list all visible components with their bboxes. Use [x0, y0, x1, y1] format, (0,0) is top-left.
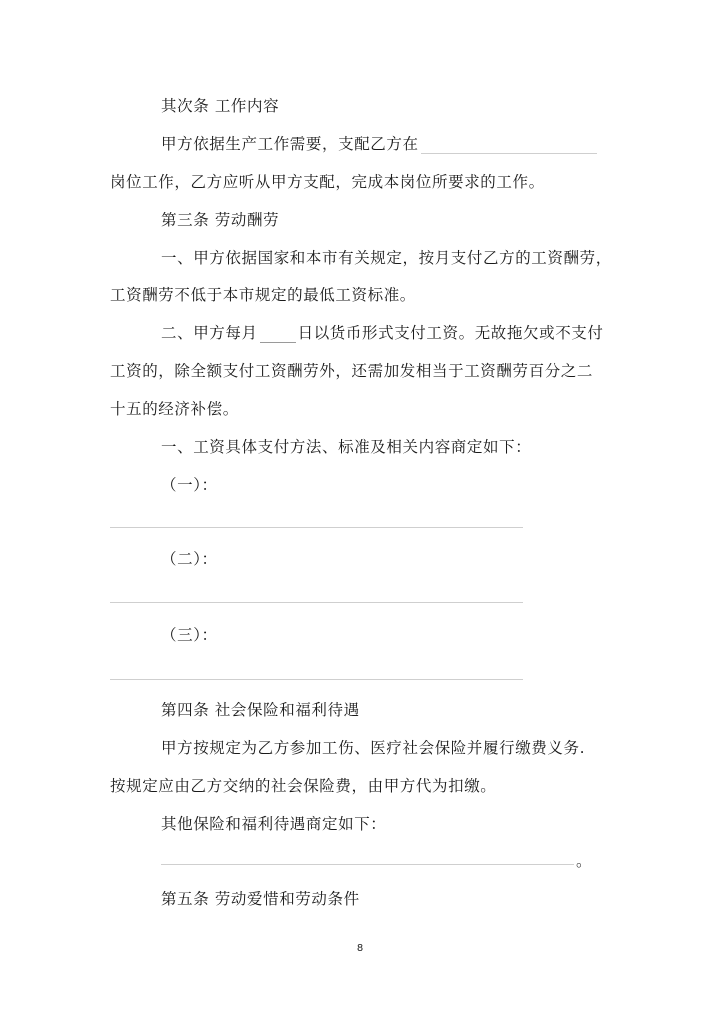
section-heading-labor-protection: 第五条 劳动爱惜和劳动条件 — [161, 890, 360, 908]
paragraph-line: 一、甲方依据国家和本市有关规定，按月支付乙方的工资酬劳， — [161, 249, 612, 267]
section-heading-work-content: 其次条 工作内容 — [161, 97, 280, 115]
paragraph-line — [161, 134, 597, 154]
page-number: 8 — [356, 943, 364, 954]
paragraph-line: 十五的经济补偿。 — [110, 400, 239, 418]
fill-in-line — [161, 864, 574, 865]
fill-in-line — [110, 679, 523, 680]
paragraph-text: 日以货币形式支付工资。无故拖欠或不支付 — [297, 324, 604, 342]
sentence-end-mark: 。 — [576, 852, 593, 870]
fill-in-line — [110, 602, 523, 603]
paragraph-line: 一、工资具体支付方法、标准及相关内容商定如下： — [161, 438, 532, 456]
position-blank — [421, 137, 597, 154]
list-item-label: （三）： — [161, 626, 218, 644]
list-item-label: （一）： — [161, 476, 218, 494]
pay-day-blank — [260, 326, 296, 343]
paragraph-line — [161, 323, 604, 343]
paragraph-text: 二、甲方每月 — [161, 324, 258, 342]
paragraph-line: 甲方按规定为乙方参加工伤、医疗社会保险并履行缴费义务. — [161, 739, 586, 757]
paragraph-text: 甲方依据生产工作需要，支配乙方在 — [161, 135, 419, 153]
list-item-label: （二）： — [161, 550, 218, 568]
paragraph-line: 工资酬劳不低于本市规定的最低工资标准。 — [110, 286, 416, 304]
paragraph-line: 按规定应由乙方交纳的社会保险费，由甲方代为扣缴。 — [110, 777, 497, 795]
paragraph-line: 岗位工作，乙方应听从甲方支配，完成本岗位所要求的工作。 — [110, 173, 545, 191]
fill-in-line — [110, 527, 523, 528]
section-heading-social-insurance: 第四条 社会保险和福利待遇 — [161, 701, 360, 719]
section-heading-remuneration: 第三条 劳动酬劳 — [161, 211, 280, 229]
paragraph-line: 工资的，除全额支付工资酬劳外，还需加发相当于工资酬劳百分之二 — [110, 362, 594, 380]
paragraph-line: 其他保险和福利待遇商定如下： — [161, 815, 387, 833]
